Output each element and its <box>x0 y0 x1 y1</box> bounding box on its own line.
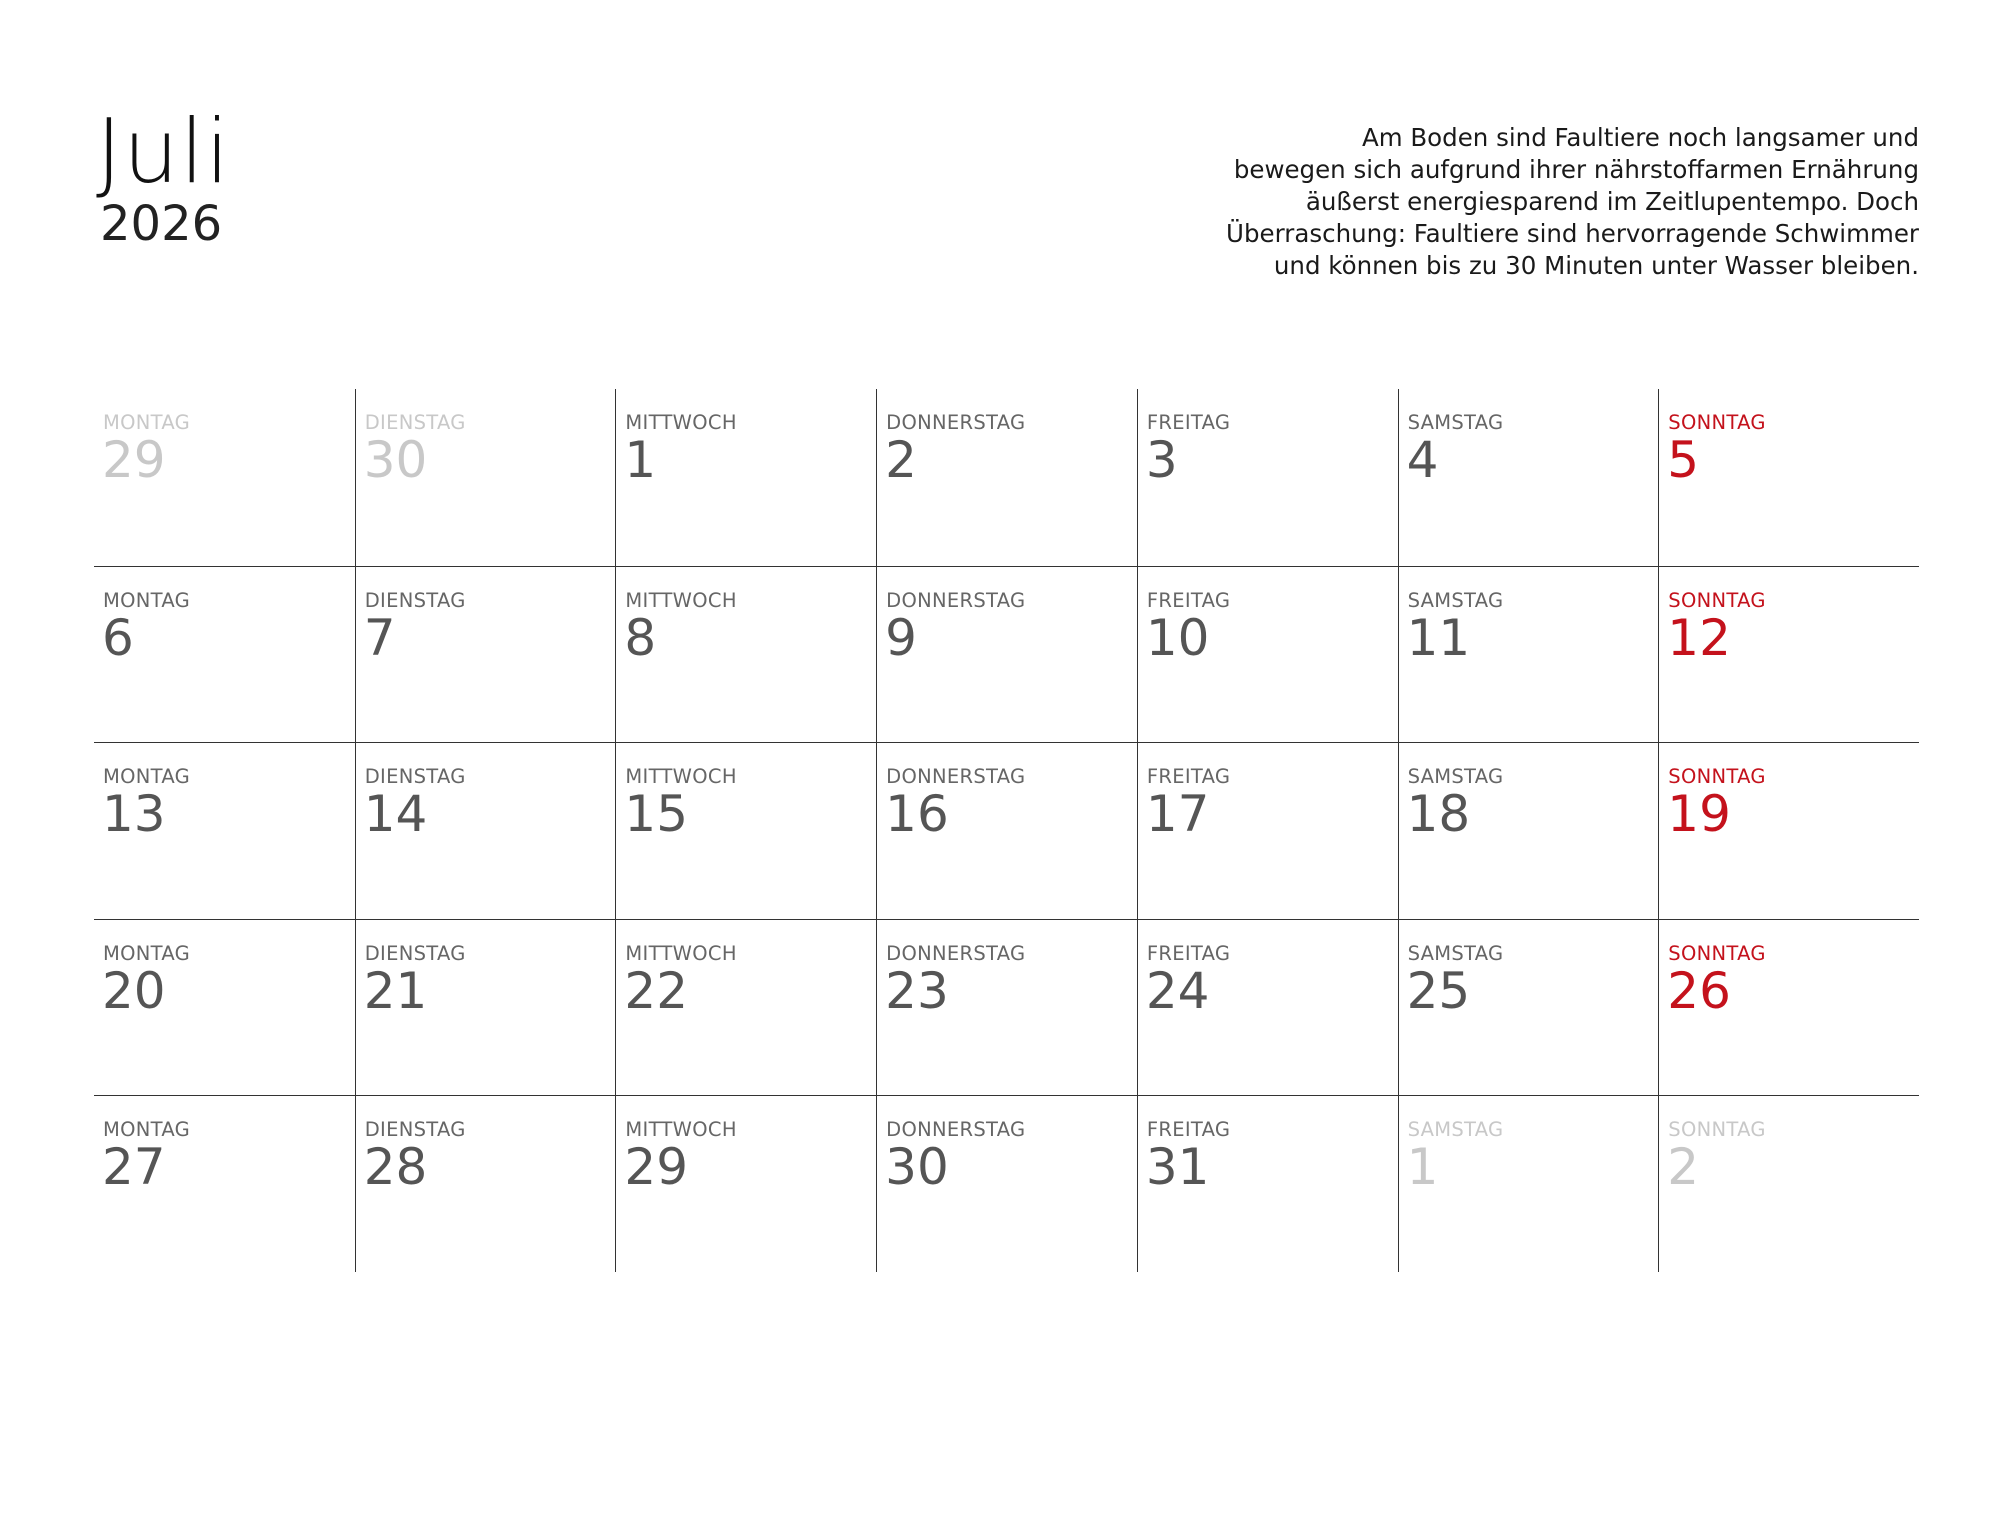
day-number: 8 <box>624 608 657 667</box>
weekday-label: SONNTAG <box>1668 1118 1766 1142</box>
weekday-label: SAMSTAG <box>1407 941 1504 965</box>
day-number: 19 <box>1667 785 1731 844</box>
day-number: 4 <box>1406 431 1439 489</box>
day-cell[interactable] <box>615 389 876 566</box>
day-cell[interactable] <box>1137 919 1398 1096</box>
fact-line: und können bis zu 30 Minuten unter Wasser bleiben. <box>1273 251 1919 280</box>
day-cell[interactable] <box>876 919 1137 1096</box>
day-number: 13 <box>102 785 166 844</box>
day-cell[interactable] <box>876 742 1137 919</box>
day-number: 7 <box>363 608 396 667</box>
weekday-label: MONTAG <box>103 588 191 612</box>
weekday-label: DONNERSTAG <box>886 588 1026 612</box>
day-cell[interactable] <box>355 919 616 1096</box>
weekday-label: FREITAG <box>1146 941 1231 965</box>
day-cell[interactable] <box>94 566 355 743</box>
day-number: 2 <box>1667 1138 1700 1197</box>
weekday-label: MITTWOCH <box>625 941 737 965</box>
day-cell[interactable] <box>355 566 616 743</box>
day-cell[interactable] <box>1398 919 1659 1096</box>
weekday-label: SAMSTAG <box>1407 411 1504 434</box>
weekday-label: MONTAG <box>103 941 191 965</box>
fact-line: Am Boden sind Faultiere noch langsamer und <box>1361 123 1919 152</box>
fact-text <box>1219 122 1919 282</box>
day-number: 30 <box>885 1138 949 1197</box>
weekday-label: FREITAG <box>1146 1118 1231 1142</box>
day-cell[interactable] <box>355 389 616 566</box>
weekday-label: MITTWOCH <box>625 765 737 789</box>
weekday-label: DIENSTAG <box>364 588 466 612</box>
weekday-label: FREITAG <box>1146 765 1231 789</box>
day-cell[interactable] <box>876 389 1137 566</box>
day-number: 15 <box>624 785 689 844</box>
weekday-label: DONNERSTAG <box>886 1118 1026 1142</box>
day-cell[interactable] <box>94 742 355 919</box>
day-cell[interactable] <box>94 919 355 1096</box>
weekday-label: SAMSTAG <box>1407 765 1504 789</box>
weekday-label: SONNTAG <box>1668 765 1766 789</box>
year-label: 2026 <box>100 196 223 252</box>
day-cell[interactable] <box>876 566 1137 743</box>
weekday-label: DIENSTAG <box>364 941 466 965</box>
day-cell[interactable] <box>1658 566 1919 743</box>
day-cell[interactable] <box>1398 1095 1659 1272</box>
day-number: 11 <box>1406 608 1471 667</box>
day-number: 18 <box>1406 785 1471 844</box>
weekday-label: SONNTAG <box>1668 941 1766 965</box>
weekday-label: DIENSTAG <box>364 411 466 434</box>
day-number: 24 <box>1145 961 1210 1020</box>
day-number: 30 <box>363 431 428 489</box>
day-number: 6 <box>102 608 134 667</box>
day-number: 28 <box>363 1138 428 1197</box>
weekday-label: DIENSTAG <box>364 1118 466 1142</box>
month-title: Juli <box>96 100 231 203</box>
day-cell[interactable] <box>355 1095 616 1272</box>
weekday-label: MITTWOCH <box>625 411 737 434</box>
day-number: 12 <box>1667 608 1731 667</box>
day-number: 22 <box>624 961 689 1020</box>
day-cell[interactable] <box>876 1095 1137 1272</box>
day-number: 3 <box>1145 431 1178 489</box>
weekday-label: DONNERSTAG <box>886 941 1026 965</box>
day-cell[interactable] <box>1137 1095 1398 1272</box>
day-number: 2 <box>885 431 917 489</box>
day-cell[interactable] <box>1658 919 1919 1096</box>
day-number: 29 <box>624 1138 689 1197</box>
day-number: 10 <box>1145 608 1210 667</box>
weekday-label: FREITAG <box>1146 411 1231 434</box>
weekday-label: DIENSTAG <box>364 765 466 789</box>
weekday-label: DONNERSTAG <box>886 411 1026 434</box>
fact-line: bewegen sich aufgrund ihrer nährstoffarmen Ernährung <box>1233 155 1919 184</box>
weekday-label: FREITAG <box>1146 588 1231 612</box>
calendar-grid <box>94 389 1919 1272</box>
weekday-label: SAMSTAG <box>1407 588 1504 612</box>
day-number: 26 <box>1667 961 1731 1020</box>
weekday-label: SONNTAG <box>1668 588 1766 612</box>
weekday-label: MONTAG <box>103 765 191 789</box>
day-number: 16 <box>885 785 949 844</box>
weekday-label: MITTWOCH <box>625 1118 737 1142</box>
day-number: 5 <box>1667 431 1700 489</box>
day-number: 9 <box>885 608 917 667</box>
day-cell[interactable] <box>1398 389 1659 566</box>
day-number: 29 <box>102 431 166 489</box>
day-number: 17 <box>1145 785 1210 844</box>
weekday-label: DONNERSTAG <box>886 765 1026 789</box>
day-cell[interactable] <box>94 389 355 566</box>
day-number: 21 <box>363 961 428 1020</box>
day-number: 1 <box>624 431 657 489</box>
fact-line: äußerst energiesparend im Zeitlupentempo. Doch <box>1305 187 1919 216</box>
day-cell[interactable] <box>615 566 876 743</box>
day-cell[interactable] <box>1137 566 1398 743</box>
day-cell[interactable] <box>615 919 876 1096</box>
day-cell[interactable] <box>1658 389 1919 566</box>
day-number: 25 <box>1406 961 1471 1020</box>
day-cell[interactable] <box>94 1095 355 1272</box>
day-cell[interactable] <box>1398 742 1659 919</box>
weekday-label: MONTAG <box>103 1118 191 1142</box>
weekday-label: SONNTAG <box>1668 411 1766 434</box>
day-cell[interactable] <box>1137 742 1398 919</box>
fact-line: Überraschung: Faultiere sind hervorragende Schwimmer <box>1226 219 1919 248</box>
day-number: 23 <box>885 961 949 1020</box>
day-number: 27 <box>102 1138 166 1197</box>
day-cell[interactable] <box>615 1095 876 1272</box>
day-cell[interactable] <box>1137 389 1398 566</box>
day-number: 1 <box>1406 1138 1439 1197</box>
day-cell[interactable] <box>355 742 616 919</box>
day-cell[interactable] <box>1398 566 1659 743</box>
day-number: 20 <box>102 961 166 1020</box>
weekday-label: MITTWOCH <box>625 588 737 612</box>
day-cell[interactable] <box>1658 1095 1919 1272</box>
day-cell[interactable] <box>1658 742 1919 919</box>
weekday-label: MONTAG <box>103 411 191 434</box>
weekday-label: SAMSTAG <box>1407 1118 1504 1142</box>
day-cell[interactable] <box>615 742 876 919</box>
day-number: 31 <box>1145 1138 1210 1197</box>
day-number: 14 <box>363 785 428 844</box>
